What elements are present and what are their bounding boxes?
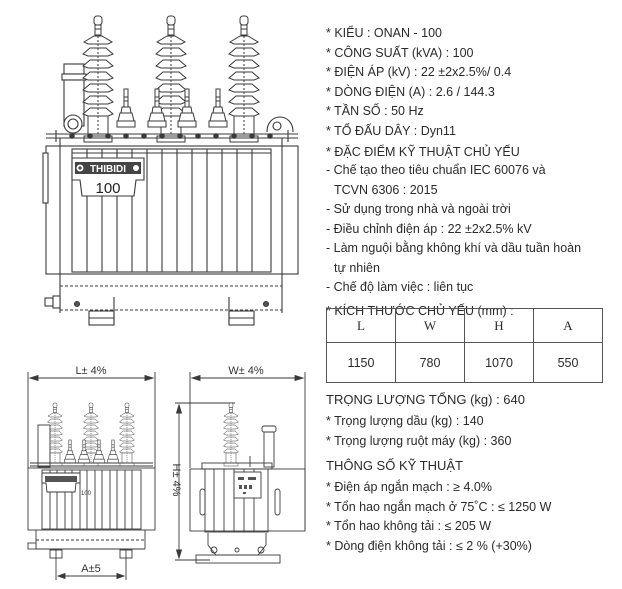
dimensions-heading: * KÍCH THƯỚC CHỦ YẾU (mm) : bbox=[326, 303, 514, 318]
dimensions-table bbox=[326, 308, 603, 383]
nameplate-rating: 100 bbox=[95, 180, 121, 197]
width-tolerance-label: W± 4% bbox=[228, 365, 264, 377]
weight-section bbox=[326, 390, 525, 451]
a-tolerance-label: A±5 bbox=[81, 563, 101, 575]
feature-cooling: - Làm nguội bằng không khí và dầu tuần hoàn bbox=[326, 241, 582, 255]
small-front-view bbox=[28, 372, 155, 580]
feature-standard: - Chế tạo theo tiêu chuẩn IEC 60076 và bbox=[326, 163, 546, 177]
height-tolerance-label: H± 4% bbox=[170, 463, 182, 497]
dimensions-value-row bbox=[327, 343, 603, 383]
technical-section bbox=[326, 456, 551, 556]
dim-value-l: 1150 bbox=[327, 343, 396, 383]
spec-power: * CÔNG SUẤT (kVA) : 100 bbox=[326, 45, 474, 60]
no-load-loss: * Tổn hao không tải : ≤ 205 W bbox=[326, 519, 492, 533]
total-weight-heading: TRỌNG LƯỢNG TỔNG (kg) : 640 bbox=[326, 392, 525, 407]
dim-header-l: L bbox=[327, 309, 396, 343]
spec-vector-group: * TỔ ĐẤU DÂY : Dyn11 bbox=[326, 123, 456, 138]
short-circuit-voltage: * Điện áp ngắn mạch : ≥ 4.0% bbox=[326, 480, 492, 494]
spec-type: * KIỂU : ONAN - 100 bbox=[326, 26, 443, 40]
spec-frequency: * TẦN SỐ : 50 Hz bbox=[326, 104, 424, 118]
spec-voltage: * ĐIỆN ÁP (kV) : 22 ±2x2.5%/ 0.4 bbox=[326, 65, 512, 79]
dim-value-h: 1070 bbox=[465, 343, 534, 383]
spec-features-heading: * ĐẶC ĐIỂM KỸ THUẬT CHỦ YẾU bbox=[326, 145, 520, 159]
feature-duty: - Chế độ làm việc : liên tục bbox=[326, 280, 474, 294]
dim-value-a: 550 bbox=[534, 343, 603, 383]
load-loss: * Tổn hao ngắn mạch ở 75˚C : ≤ 1250 W bbox=[326, 499, 552, 514]
feature-standard-cont: TCVN 6306 : 2015 bbox=[334, 182, 438, 197]
small-nameplate-rating: 100 bbox=[81, 491, 92, 497]
oil-weight: * Trọng lượng dầu (kg) : 140 bbox=[326, 414, 484, 428]
dimensions-header-row bbox=[327, 309, 603, 343]
feature-voltage-regulation: - Điều chỉnh điện áp : 22 ±2x2.5% kV bbox=[326, 221, 532, 236]
core-weight: * Trọng lượng ruột máy (kg) : 360 bbox=[326, 433, 512, 448]
no-load-current: * Dòng điện không tải : ≤ 2 % (+30%) bbox=[326, 538, 532, 553]
spec-current: * DÒNG ĐIỆN (A) : 2.6 / 144.3 bbox=[326, 84, 495, 99]
dim-header-a: A bbox=[534, 309, 603, 343]
feature-cooling-cont: tự nhiên bbox=[334, 260, 380, 275]
side-view bbox=[175, 372, 305, 563]
nameplate-brand: THIBIDI bbox=[89, 164, 127, 175]
general-specs bbox=[326, 24, 520, 163]
dim-header-h: H bbox=[465, 309, 534, 343]
technical-heading: THÔNG SỐ KỸ THUẬT bbox=[326, 458, 463, 473]
feature-list bbox=[326, 161, 581, 321]
length-tolerance-label: L± 4% bbox=[75, 365, 107, 377]
dim-value-w: 780 bbox=[396, 343, 465, 383]
feature-usage: - Sử dụng trong nhà và ngoài trời bbox=[326, 202, 511, 216]
dim-header-w: W bbox=[396, 309, 465, 343]
